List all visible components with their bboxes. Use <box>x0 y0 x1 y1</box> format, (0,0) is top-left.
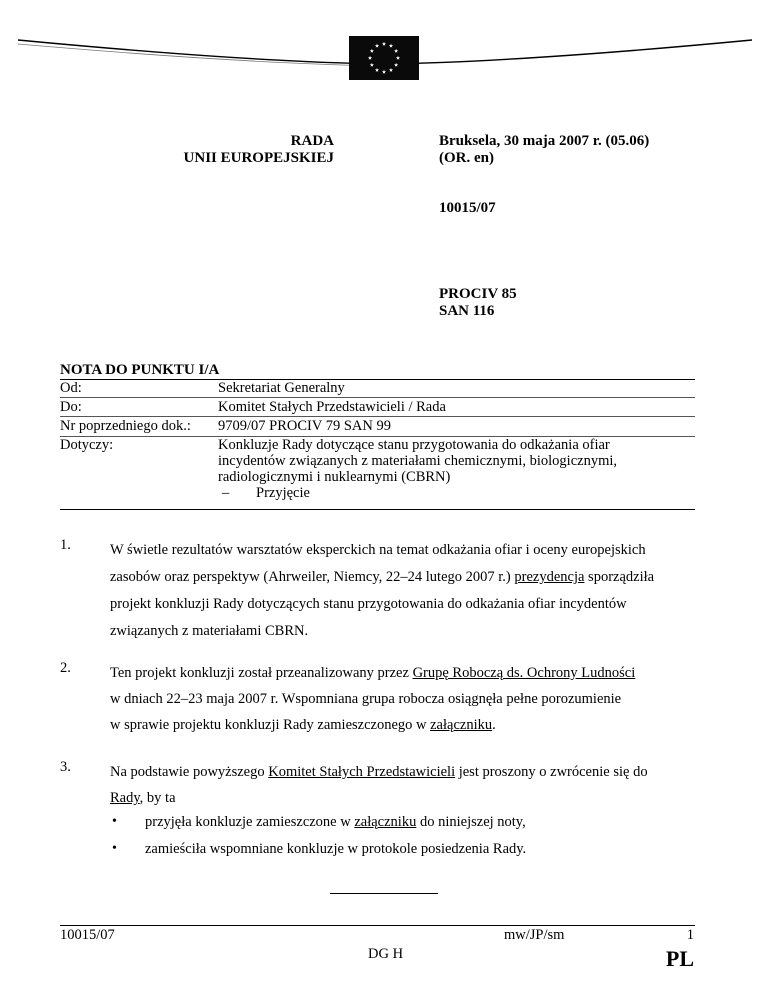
bullet-marker: • <box>112 841 117 856</box>
footer-doc-number: 10015/07 <box>60 927 115 943</box>
to-label: Do: <box>60 399 82 415</box>
divider <box>60 509 695 510</box>
footer-initials: mw/JP/sm <box>504 927 565 943</box>
para-number: 2. <box>60 660 71 676</box>
file-code-1: PROCIV 85 <box>439 286 517 302</box>
text-run: jest proszony o zwrócenie się do <box>455 764 648 780</box>
file-codes <box>439 286 517 320</box>
working-group-ref: Grupę Roboczą ds. Ochrony Ludności <box>412 665 636 681</box>
flag-star <box>375 68 379 72</box>
text-run: , by ta <box>139 790 176 806</box>
coreper-ref: Komitet Stałych Przedstawicieli <box>268 764 456 780</box>
paragraph-1 <box>110 537 700 645</box>
para-1-line <box>110 564 700 591</box>
footer-divider <box>60 925 695 926</box>
divider <box>60 397 695 398</box>
from-value: Sekretariat Generalny <box>218 380 345 396</box>
text-run: do niniejszej noty, <box>416 814 526 830</box>
bullet-marker: • <box>112 814 117 829</box>
para-1-line: projekt konkluzji Rady dotyczących stanu przygotowania do odkażania ofiar incydentów <box>110 596 627 612</box>
institution-line1: RADA <box>290 133 334 149</box>
place-date: Bruksela, 30 maja 2007 r. (05.06) <box>439 133 650 149</box>
annex-ref: załączniku <box>430 717 493 733</box>
end-of-text-rule <box>330 893 438 894</box>
paragraph-2 <box>110 660 700 738</box>
subject-label: Dotyczy: <box>60 437 114 453</box>
flag-star <box>368 56 372 60</box>
subject-line-2: incydentów związanych z materiałami chemicznymi, biologicznymi, <box>218 453 618 469</box>
date-block <box>439 133 649 167</box>
flag-star <box>382 70 386 74</box>
subject-item <box>218 485 688 501</box>
paragraph-3 <box>110 759 700 811</box>
footer-dg: DG H <box>368 946 404 962</box>
file-code-2: SAN 116 <box>439 303 495 319</box>
flag-star <box>370 49 374 53</box>
language-code: PL <box>665 946 694 971</box>
institution-name <box>150 133 334 167</box>
subject-line-3: radiologicznymi i nuklearnymi (CBRN) <box>218 469 451 485</box>
para-2-line <box>110 660 700 686</box>
footer-page-number: 1 <box>686 927 694 943</box>
subject-line-1: Konkluzje Rady dotyczące stanu przygotowania do odkażania ofiar <box>218 437 610 453</box>
from-label: Od: <box>60 380 82 396</box>
text-run: Ten projekt konkluzji został przeanalizowany przez <box>110 665 413 681</box>
flag-star <box>394 49 398 53</box>
subject-item-text: Przyjęcie <box>256 485 310 501</box>
text-run: przyjęła konkluzje zamieszczone w <box>145 814 355 830</box>
para-3-line <box>110 785 700 811</box>
flag-star <box>370 63 374 67</box>
text-run: zasobów oraz perspektyw (Ahrweiler, Niemcy, 22–24 lutego 2007 r.) <box>110 569 515 585</box>
para-number: 3. <box>60 759 71 775</box>
bullet-item-2: zamieściła wspomniane konkluzje w protokole posiedzenia Rady. <box>145 841 527 857</box>
presidency-ref: prezydencja <box>514 569 585 585</box>
para-2-line <box>110 712 700 738</box>
eu-flag-icon <box>349 36 419 80</box>
institution-line2: UNII EUROPEJSKIEJ <box>183 150 334 166</box>
flag-star <box>394 63 398 67</box>
prev-doc-value: 9709/07 PROCIV 79 SAN 99 <box>218 418 391 434</box>
para-1-line: W świetle rezultatów warsztatów eksperckich na temat odkażania ofiar i oceny europejskich <box>110 542 646 558</box>
text-run: Na podstawie powyższego <box>110 764 269 780</box>
text-run: sporządziła <box>584 569 655 585</box>
council-ref: Rady <box>110 790 140 806</box>
flag-star <box>396 56 400 60</box>
flag-star <box>375 44 379 48</box>
note-title: NOTA DO PUNKTU I/A <box>60 362 220 378</box>
para-1-line: związanych z materiałami CBRN. <box>110 623 309 639</box>
doc-number: 10015/07 <box>439 200 496 216</box>
divider <box>60 416 695 417</box>
text-run: . <box>492 717 496 733</box>
original-language: (OR. en) <box>439 150 494 166</box>
bullet-item-1 <box>145 814 526 831</box>
subject-dash: – <box>222 485 230 501</box>
para-2-line: w dniach 22–23 maja 2007 r. Wspomniana grupa robocza osiągnęła pełne porozumienie <box>110 691 622 707</box>
prev-doc-label: Nr poprzedniego dok.: <box>60 418 191 434</box>
para-number: 1. <box>60 537 71 553</box>
flag-star <box>389 68 393 72</box>
para-3-line <box>110 759 700 785</box>
flag-star <box>389 44 393 48</box>
subject-value <box>218 437 688 501</box>
text-run: w sprawie projektu konkluzji Rady zamieszczonego w <box>110 717 431 733</box>
annex-ref: załączniku <box>354 814 417 830</box>
flag-star <box>382 42 386 46</box>
to-value: Komitet Stałych Przedstawicieli / Rada <box>218 399 446 415</box>
